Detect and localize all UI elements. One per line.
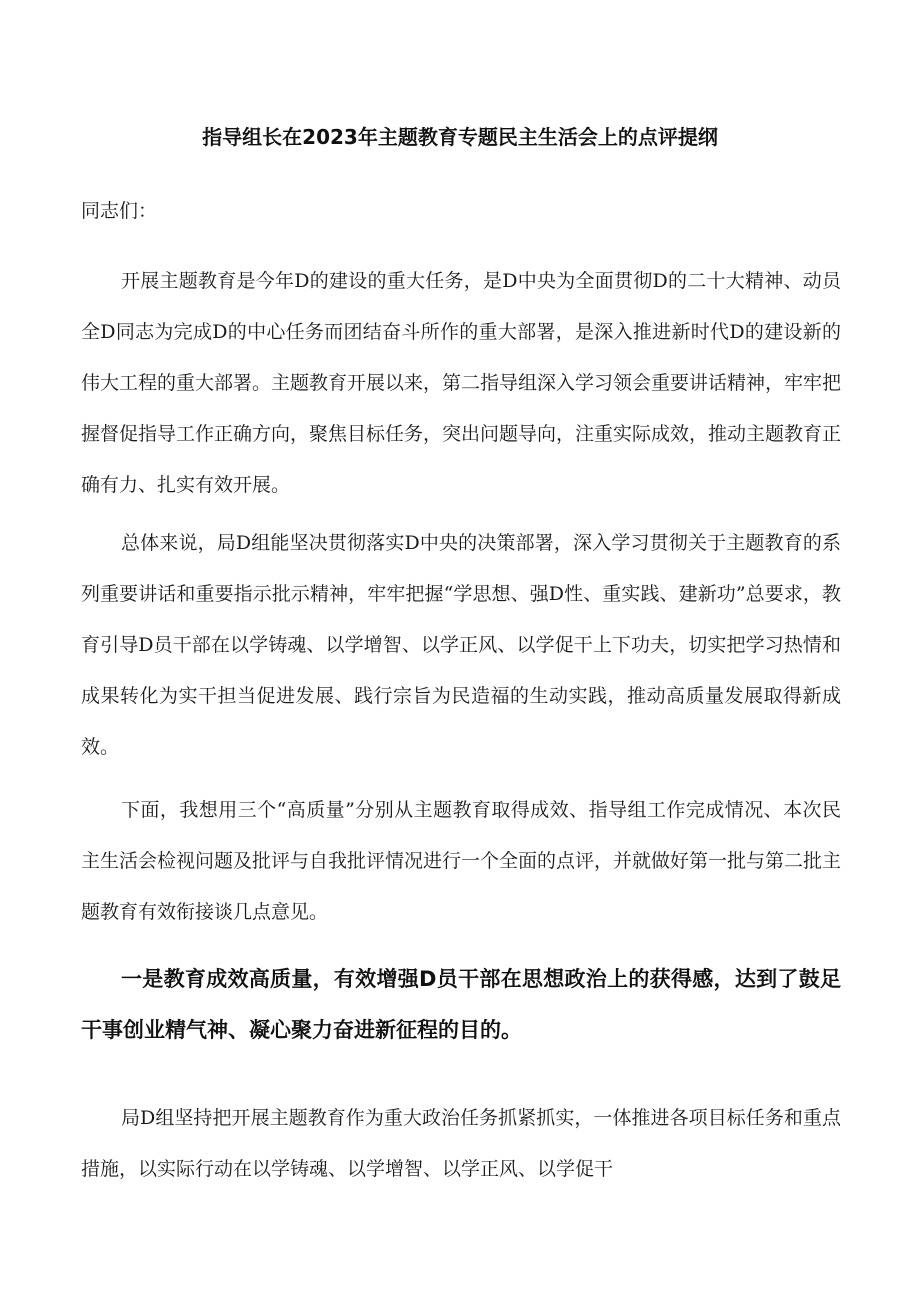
document-title: 指导组长在2023年主题教育专题民主生活会上的点评提纲 <box>202 125 718 149</box>
paragraph-outline: 下面，我想用三个“高质量”分别从主题教育取得成效、指导组工作完成情况、本次民主生活会检视问题及批评与自我批评情况进行一个全面的点评，并就做好第一批与第二批主题教育有效衔接谈几点意见。 <box>81 799 842 923</box>
section-heading: 一是教育成效高质量，有效增强D员干部在思想政治上的获得感，达到了鼓足干事创业精气神、凝心聚力奋进新征程的目的。 <box>81 967 841 1042</box>
paragraph-intro: 开展主题教育是今年D的建设的重大任务，是D中央为全面贯彻D的二十大精神、动员全D同志为完成D的中心任务而团结奋斗所作的重大部署，是深入推进新时代D的建设新的伟大工程的重大部署。主题教育开展以来，第二指导组深入学习领会重要讲话精神，牢牢把握督促指导工作正确方向，聚焦目标任务，突出问题导向，注重实际成效，推动主题教育正确有力、扎实有效开展。 <box>81 270 842 496</box>
salutation: 同志们： <box>81 200 158 222</box>
paragraph-overall: 总体来说，局D组能坚决贯彻落实D中央的决策部署，深入学习贯彻关于主题教育的系列重要讲话和重要指示批示精神，牢牢把握“学思想、强D性、重实践、建新功”总要求，教育引导D员干部在以学铸魂、以学增智、以学正风、以学促干上下功夫，切实把学习热情和成果转化为实干担当促进发展、践行宗旨为民造福的生动实践，推动高质量发展取得新成效。 <box>81 532 841 758</box>
paragraph-section-body: 局D组坚持把开展主题教育作为重大政治任务抓紧抓实，一体推进各项目标任务和重点措施，以实际行动在以学铸魂、以学增智、以学正风、以学促干 <box>81 1107 841 1180</box>
